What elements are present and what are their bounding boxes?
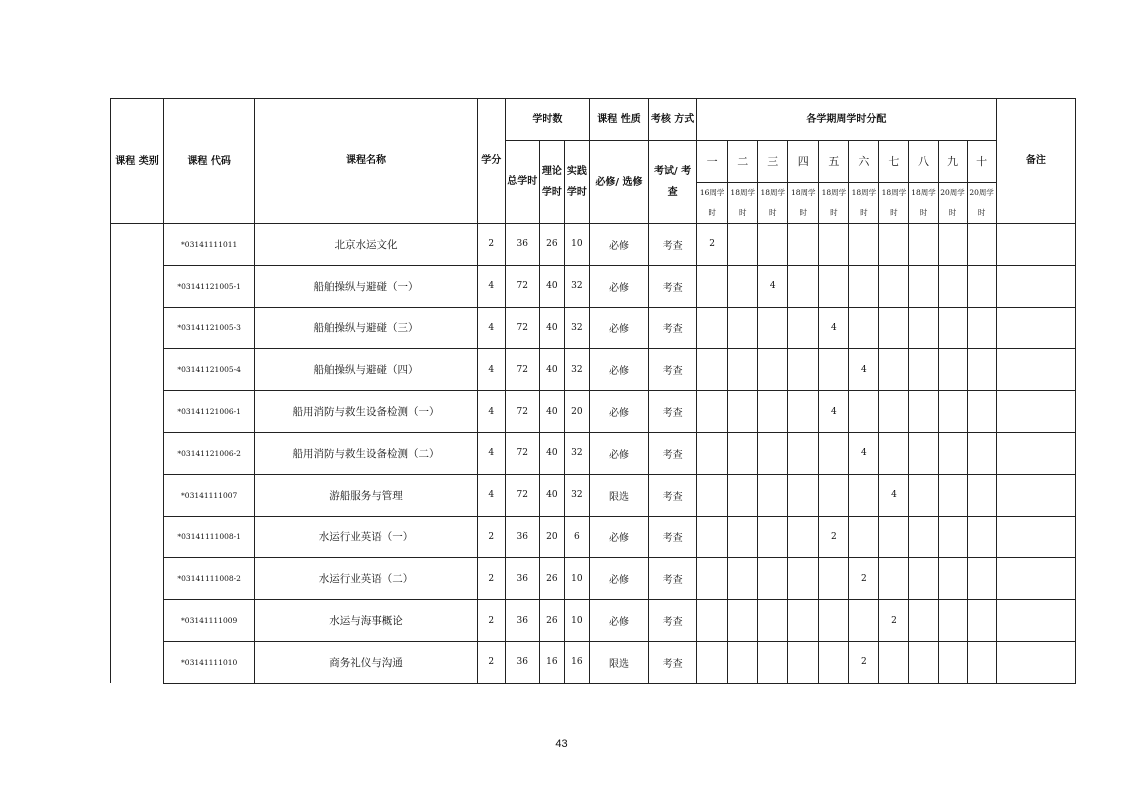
- semester-hours-cell: [879, 432, 909, 474]
- header-code: 课程 代码: [164, 99, 255, 224]
- semester-hours-cell: [697, 474, 728, 516]
- header-nature-bottom: 必修/ 选修: [589, 141, 648, 224]
- table-row: [111, 432, 1076, 474]
- semester-hours-cell: [849, 600, 879, 642]
- remarks-cell: [996, 558, 1075, 600]
- semester-hours-cell: [849, 391, 879, 433]
- course-schedule-table: [110, 98, 1076, 684]
- semester-hours-cell: [909, 432, 938, 474]
- practice-hours-cell: 10: [564, 558, 589, 600]
- semester-hours-cell: [728, 432, 758, 474]
- assessment-cell: 考查: [649, 307, 697, 349]
- semester-hours-cell: [819, 432, 849, 474]
- header-row-1: [111, 99, 1076, 141]
- total-hours-cell: 36: [505, 558, 539, 600]
- theory-hours-cell: 40: [539, 432, 564, 474]
- semester-hours-cell: [909, 558, 938, 600]
- assessment-cell: 考查: [649, 391, 697, 433]
- credit-cell: 2: [477, 558, 505, 600]
- semester-hours-cell: [697, 265, 728, 307]
- header-total-hours: 总学时: [505, 141, 539, 224]
- semester-hours-cell: [819, 474, 849, 516]
- semester-hours-cell: [728, 349, 758, 391]
- table-row: [111, 224, 1076, 266]
- semester-hours-cell: [788, 558, 819, 600]
- semester-hours-cell: [849, 307, 879, 349]
- semester-hours-cell: 2: [697, 224, 728, 266]
- semester-hours-cell: [819, 600, 849, 642]
- semester-hours-cell: [909, 516, 938, 558]
- remarks-cell: [996, 432, 1075, 474]
- semester-hours-cell: [758, 224, 788, 266]
- semester-hours-cell: [879, 391, 909, 433]
- semester-6: 六: [849, 141, 879, 183]
- course-name: 船舶操纵与避碰（三）: [255, 307, 477, 349]
- semester-10: 十: [967, 141, 996, 183]
- course-name: 游船服务与管理: [255, 474, 477, 516]
- semester-hours-cell: [728, 224, 758, 266]
- semester-hours-cell: [819, 349, 849, 391]
- theory-hours-cell: 26: [539, 224, 564, 266]
- assessment-cell: 考查: [649, 349, 697, 391]
- total-hours-cell: 36: [505, 516, 539, 558]
- credit-cell: 4: [477, 349, 505, 391]
- semester-hours-cell: [728, 265, 758, 307]
- course-name: 水运与海事概论: [255, 600, 477, 642]
- credit-cell: 2: [477, 600, 505, 642]
- total-hours-cell: 72: [505, 265, 539, 307]
- semester-hours-cell: [909, 474, 938, 516]
- semester-hours-cell: [728, 307, 758, 349]
- semester-hours-cell: [697, 516, 728, 558]
- semester-hours-cell: [938, 558, 967, 600]
- semester-hours-cell: [788, 307, 819, 349]
- course-nature-cell: 必修: [589, 432, 648, 474]
- credit-cell: 4: [477, 432, 505, 474]
- semester-hours-cell: [909, 641, 938, 683]
- total-hours-cell: 72: [505, 474, 539, 516]
- credit-cell: 2: [477, 224, 505, 266]
- table-row: [111, 516, 1076, 558]
- course-nature-cell: 必修: [589, 558, 648, 600]
- total-hours-cell: 36: [505, 600, 539, 642]
- practice-hours-cell: 10: [564, 600, 589, 642]
- semester-hours-cell: [788, 265, 819, 307]
- semester-hours-cell: [788, 474, 819, 516]
- theory-hours-cell: 40: [539, 349, 564, 391]
- assessment-cell: 考查: [649, 432, 697, 474]
- credit-cell: 4: [477, 307, 505, 349]
- semester-hours-cell: [967, 349, 996, 391]
- table-row: [111, 391, 1076, 433]
- semester-hours-cell: [909, 600, 938, 642]
- semester-hours-cell: [697, 558, 728, 600]
- course-code: *03141111010: [164, 641, 255, 683]
- course-code: *03141121005-1: [164, 265, 255, 307]
- remarks-cell: [996, 600, 1075, 642]
- semester-weeks-7: 18周学 时: [879, 183, 909, 224]
- semester-hours-cell: [879, 641, 909, 683]
- theory-hours-cell: 40: [539, 474, 564, 516]
- semester-hours-cell: [819, 224, 849, 266]
- theory-hours-cell: 26: [539, 558, 564, 600]
- course-code: *03141121006-1: [164, 391, 255, 433]
- course-name: 船用消防与救生设备检测（二）: [255, 432, 477, 474]
- table-row: [111, 641, 1076, 683]
- semester-hours-cell: [938, 224, 967, 266]
- semester-hours-cell: [879, 265, 909, 307]
- semester-hours-cell: [879, 349, 909, 391]
- semester-9: 九: [938, 141, 967, 183]
- semester-7: 七: [879, 141, 909, 183]
- semester-hours-cell: [909, 307, 938, 349]
- course-code: *03141111008-2: [164, 558, 255, 600]
- semester-hours-cell: 4: [879, 474, 909, 516]
- course-nature-cell: 必修: [589, 307, 648, 349]
- semester-weeks-2: 18周学 时: [728, 183, 758, 224]
- assessment-cell: 考查: [649, 600, 697, 642]
- credit-cell: 4: [477, 265, 505, 307]
- assessment-cell: 考查: [649, 224, 697, 266]
- table-row: [111, 307, 1076, 349]
- semester-hours-cell: [819, 641, 849, 683]
- semester-hours-cell: [879, 516, 909, 558]
- course-nature-cell: 限选: [589, 641, 648, 683]
- semester-2: 二: [728, 141, 758, 183]
- table-row: [111, 600, 1076, 642]
- table-row: [111, 474, 1076, 516]
- semester-hours-cell: [758, 558, 788, 600]
- total-hours-cell: 72: [505, 432, 539, 474]
- practice-hours-cell: 6: [564, 516, 589, 558]
- course-code: *03141121005-3: [164, 307, 255, 349]
- remarks-cell: [996, 391, 1075, 433]
- remarks-cell: [996, 474, 1075, 516]
- course-name: 商务礼仪与沟通: [255, 641, 477, 683]
- semester-hours-cell: [758, 349, 788, 391]
- header-name: 课程名称: [255, 99, 477, 224]
- semester-hours-cell: [938, 349, 967, 391]
- practice-hours-cell: 32: [564, 265, 589, 307]
- course-nature-cell: 必修: [589, 265, 648, 307]
- semester-hours-cell: [849, 265, 879, 307]
- category-cell: [111, 224, 164, 684]
- table-row: [111, 265, 1076, 307]
- practice-hours-cell: 32: [564, 474, 589, 516]
- semester-hours-cell: [967, 600, 996, 642]
- semester-hours-cell: [758, 516, 788, 558]
- semester-hours-cell: [728, 600, 758, 642]
- semester-hours-cell: [697, 641, 728, 683]
- course-code: *03141111011: [164, 224, 255, 266]
- total-hours-cell: 72: [505, 391, 539, 433]
- semester-weeks-6: 18周学 时: [849, 183, 879, 224]
- theory-hours-cell: 20: [539, 516, 564, 558]
- practice-hours-cell: 10: [564, 224, 589, 266]
- semester-hours-cell: 2: [849, 558, 879, 600]
- semester-hours-cell: [788, 224, 819, 266]
- semester-hours-cell: [967, 307, 996, 349]
- table-row: [111, 558, 1076, 600]
- course-code: *03141121005-4: [164, 349, 255, 391]
- semester-hours-cell: [967, 641, 996, 683]
- course-name: 船舶操纵与避碰（四）: [255, 349, 477, 391]
- semester-hours-cell: [788, 432, 819, 474]
- semester-weeks-4: 18周学 时: [788, 183, 819, 224]
- remarks-cell: [996, 224, 1075, 266]
- semester-hours-cell: [938, 265, 967, 307]
- total-hours-cell: 72: [505, 349, 539, 391]
- semester-5: 五: [819, 141, 849, 183]
- header-hours-group: 学时数: [505, 99, 589, 141]
- total-hours-cell: 36: [505, 641, 539, 683]
- header-credit: 学分: [477, 99, 505, 224]
- semester-weeks-9: 20周学 时: [938, 183, 967, 224]
- semester-hours-cell: [938, 391, 967, 433]
- semester-hours-cell: [967, 516, 996, 558]
- semester-hours-cell: [938, 307, 967, 349]
- remarks-cell: [996, 349, 1075, 391]
- header-assess-top: 考核 方式: [649, 99, 697, 141]
- semester-3: 三: [758, 141, 788, 183]
- semester-hours-cell: [967, 224, 996, 266]
- practice-hours-cell: 32: [564, 307, 589, 349]
- semester-hours-cell: [788, 391, 819, 433]
- semester-hours-cell: 4: [758, 265, 788, 307]
- semester-hours-cell: [879, 558, 909, 600]
- course-nature-cell: 必修: [589, 391, 648, 433]
- practice-hours-cell: 32: [564, 349, 589, 391]
- credit-cell: 4: [477, 391, 505, 433]
- semester-hours-cell: [728, 391, 758, 433]
- semester-hours-cell: [697, 600, 728, 642]
- semester-hours-cell: [849, 516, 879, 558]
- semester-hours-cell: [728, 516, 758, 558]
- semester-hours-cell: [697, 432, 728, 474]
- semester-hours-cell: [967, 265, 996, 307]
- semester-hours-cell: [938, 600, 967, 642]
- practice-hours-cell: 16: [564, 641, 589, 683]
- course-name: 北京水运文化: [255, 224, 477, 266]
- semester-1: 一: [697, 141, 728, 183]
- theory-hours-cell: 40: [539, 307, 564, 349]
- theory-hours-cell: 40: [539, 391, 564, 433]
- course-nature-cell: 必修: [589, 349, 648, 391]
- semester-hours-cell: [938, 474, 967, 516]
- assessment-cell: 考查: [649, 265, 697, 307]
- course-name: 船用消防与救生设备检测（一）: [255, 391, 477, 433]
- header-theory-hours: 理论 学时: [539, 141, 564, 224]
- semester-hours-cell: [938, 641, 967, 683]
- semester-hours-cell: [728, 641, 758, 683]
- semester-hours-cell: [909, 391, 938, 433]
- semester-hours-cell: [728, 474, 758, 516]
- course-name: 水运行业英语（一）: [255, 516, 477, 558]
- course-nature-cell: 必修: [589, 516, 648, 558]
- semester-weeks-5: 18周学 时: [819, 183, 849, 224]
- header-semester-group: 各学期周学时分配: [697, 99, 997, 141]
- remarks-cell: [996, 641, 1075, 683]
- semester-hours-cell: 2: [849, 641, 879, 683]
- assessment-cell: 考查: [649, 474, 697, 516]
- practice-hours-cell: 32: [564, 432, 589, 474]
- course-name: 水运行业英语（二）: [255, 558, 477, 600]
- semester-hours-cell: [758, 391, 788, 433]
- header-remarks: 备注: [996, 99, 1075, 224]
- semester-weeks-3: 18周学 时: [758, 183, 788, 224]
- semester-hours-cell: [849, 224, 879, 266]
- semester-hours-cell: [967, 391, 996, 433]
- header-nature-top: 课程 性质: [589, 99, 648, 141]
- table-row: [111, 349, 1076, 391]
- semester-hours-cell: [758, 600, 788, 642]
- course-nature-cell: 必修: [589, 224, 648, 266]
- semester-4: 四: [788, 141, 819, 183]
- semester-hours-cell: [909, 349, 938, 391]
- semester-hours-cell: [879, 224, 909, 266]
- assessment-cell: 考查: [649, 641, 697, 683]
- total-hours-cell: 72: [505, 307, 539, 349]
- semester-8: 八: [909, 141, 938, 183]
- semester-hours-cell: [967, 432, 996, 474]
- remarks-cell: [996, 265, 1075, 307]
- course-code: *03141111009: [164, 600, 255, 642]
- header-assess-bottom: 考试/ 考查: [649, 141, 697, 224]
- semester-weeks-10: 20周学 时: [967, 183, 996, 224]
- course-name: 船舶操纵与避碰（一）: [255, 265, 477, 307]
- semester-hours-cell: [788, 600, 819, 642]
- semester-hours-cell: [909, 265, 938, 307]
- semester-hours-cell: 4: [819, 307, 849, 349]
- semester-hours-cell: [967, 558, 996, 600]
- semester-weeks-8: 18周学 时: [909, 183, 938, 224]
- theory-hours-cell: 26: [539, 600, 564, 642]
- assessment-cell: 考查: [649, 516, 697, 558]
- semester-hours-cell: 4: [849, 432, 879, 474]
- total-hours-cell: 36: [505, 224, 539, 266]
- semester-hours-cell: [788, 349, 819, 391]
- course-nature-cell: 限选: [589, 474, 648, 516]
- semester-hours-cell: [697, 349, 728, 391]
- credit-cell: 2: [477, 516, 505, 558]
- semester-hours-cell: [938, 516, 967, 558]
- semester-hours-cell: [697, 391, 728, 433]
- semester-hours-cell: [788, 641, 819, 683]
- practice-hours-cell: 20: [564, 391, 589, 433]
- semester-hours-cell: [819, 558, 849, 600]
- credit-cell: 2: [477, 641, 505, 683]
- credit-cell: 4: [477, 474, 505, 516]
- semester-hours-cell: 4: [849, 349, 879, 391]
- semester-hours-cell: 4: [819, 391, 849, 433]
- semester-hours-cell: 2: [879, 600, 909, 642]
- course-code: *03141111008-1: [164, 516, 255, 558]
- course-nature-cell: 必修: [589, 600, 648, 642]
- semester-hours-cell: [728, 558, 758, 600]
- semester-hours-cell: [938, 432, 967, 474]
- course-code: *03141111007: [164, 474, 255, 516]
- semester-hours-cell: [758, 641, 788, 683]
- course-code: *03141121006-2: [164, 432, 255, 474]
- semester-hours-cell: [697, 307, 728, 349]
- semester-hours-cell: [967, 474, 996, 516]
- remarks-cell: [996, 307, 1075, 349]
- semester-hours-cell: [788, 516, 819, 558]
- semester-weeks-1: 16周学 时: [697, 183, 728, 224]
- header-practice-hours: 实践 学时: [564, 141, 589, 224]
- semester-hours-cell: [909, 224, 938, 266]
- semester-hours-cell: [819, 265, 849, 307]
- semester-hours-cell: [849, 474, 879, 516]
- page-number: 43: [555, 738, 568, 750]
- semester-hours-cell: [879, 307, 909, 349]
- semester-hours-cell: [758, 307, 788, 349]
- header-category: 课程 类别: [111, 99, 164, 224]
- semester-hours-cell: [758, 474, 788, 516]
- remarks-cell: [996, 516, 1075, 558]
- semester-hours-cell: [758, 432, 788, 474]
- theory-hours-cell: 40: [539, 265, 564, 307]
- theory-hours-cell: 16: [539, 641, 564, 683]
- assessment-cell: 考查: [649, 558, 697, 600]
- semester-hours-cell: 2: [819, 516, 849, 558]
